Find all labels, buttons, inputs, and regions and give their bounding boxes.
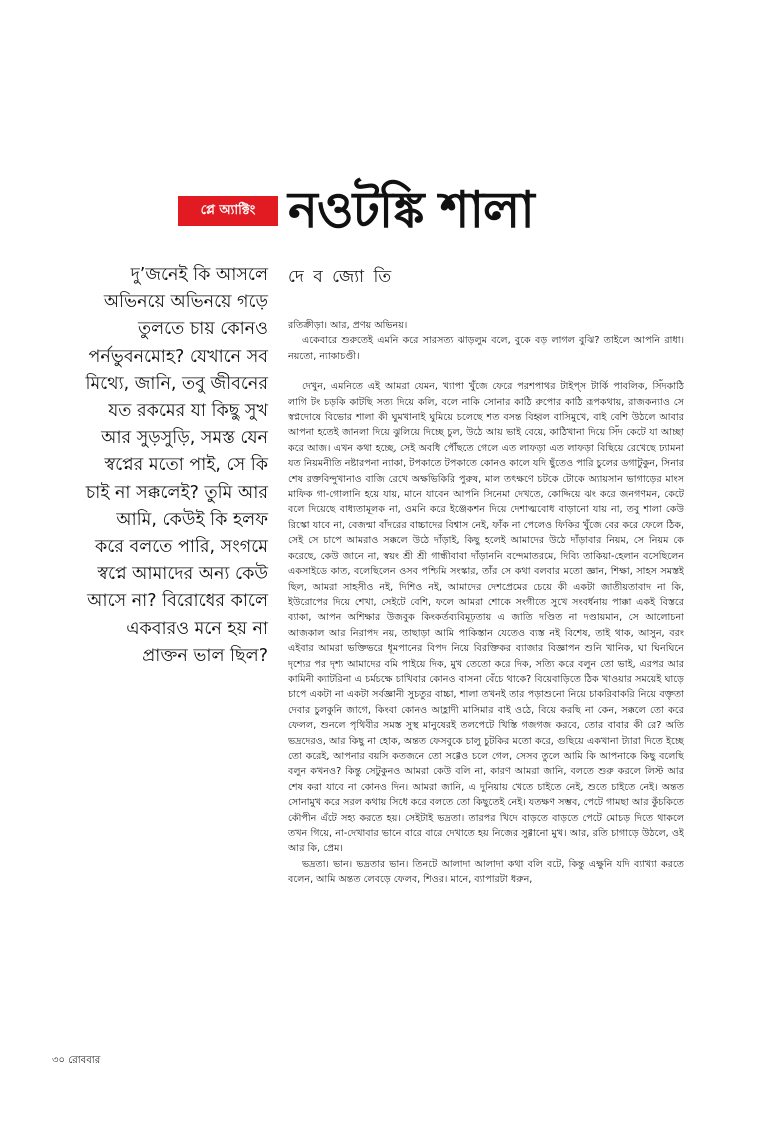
page-number: ৩০ <box>52 1055 66 1066</box>
body-paragraph: ভদ্রতা। ভান। ভদ্রতার ভান। তিনটে আলাদা আলাদা কথা বলি বটে, কিন্তু এক্ষুনি যদি ব্যাখ্যা করতে বলেন, আমি অন্তত লেবড়ে ফেলব, শিওর। মানে, ব্যাপারটা ধরুন, <box>288 858 684 886</box>
article-body <box>288 318 684 1038</box>
author-byline: দে ব জ্যো তি <box>288 267 394 287</box>
page-footer <box>52 1053 252 1069</box>
body-paragraph: দেখুন, এমনিতে এই আমরা যেমন, খ্যাপা খুঁজে ফেরে পরশপাথর টাইপ্‌স টার্কি পাবলিক, সিঁদকাঠি লাগি টং চড়কি কাটছি সত্য দিয়ে কলি, বলে নাকি সোনার কাঠি রুপোর কাঠি রূপকথায়, রাজকন্যাও সে স্বপ্নদোষে বিভোর শালা কী ঘুমখানাই ঘুমিয়ে চলেছে শত বসন্ত বিহ্বল বাসিমুখে, বাই বেশি উঠলে আবার আপনা হতেই জানলা দিয়ে ঝুলিয়ে দিচ্ছে চুল, উঠে আয় ভাই বেয়ে, কাঠিখানা দিয়ে সিঁদ কেটে যা আচ্ছা করে আজ। এখন কথা হচ্ছে, সেই অবধি পৌঁছতে গেলে এত লাফড়া এত লাফড়া বিছিয়ে রেখেছে ঢ্যামনা যত নিয়মনীতি নষ্টারপনা ন্যাকা, টপকাতে টপকাতে কোনও কালে যদি ছুঁতেও পারি চুলের ডগাটুকুন, সিনার শেষ রক্তবিন্দুখানাও বাজি রেখে অক্ষভিকিরি পুরুষ, মাল তৎক্ষণে চটকে টোকে অ্যায়সান ভাগাড়ের মাংস মাফিক গা-গোলানি হয়ে যায়, মানে যাবেন আপনি সিনেমা দেখতে, কোদ্দিয়ে ঝং করে জনগণমন, কেটে বলে দিয়েছে বাধ্যতামূলক না, ওমনি করে ইঞ্জেকশন দিয়ে দেশাত্মবোধ বাড়ানো যায় না, তবু শালা কেউ রিস্কো যাবে না, বেজন্মা বাঁদরের বাচ্চাদের বিশ্বাস নেই, ফাঁক না পেলেও ফিকির খুঁজে বের করে ফেলে ঠিক, সেই সে চাপে আমরাও সক্কলে উঠে দাঁড়াই, কিছু হলেই আমাদের উঠে দাঁড়াবার নিয়ম, সে নিয়ম কে করেছে, কেউ জানে না, স্বয়ং শ্রী শ্রী গান্ধীবাবা দাঁড়াননি বন্দেমাতরমে, দিব্যি তাকিয়া-হেলান বসেছিলেন একসাইডে কাত, বলেছিলেন ওসব পশ্চিমি সংস্কার, তাঁর সে কথা বলবার মতো জ্ঞান, শিক্ষা, সাহস সমস্তই ছিল, আমরা সাহসীও নই, দিশিও নই, আমাদের দেশপ্রেমের চেয়ে কী একটা জাতীয়তাবাদ না কি, ইউরোপের দিয়ে শেখা, সেইটে বেশি, ফলে আমরা শোকে সংগীতে সুখে সংবর্ধনায় পাক্কা একই বিস্তরে ব্যাকা, আপন অশিক্ষার উজবুক কিংকর্তব্যবিমূঢ়তায় এ জাতি দণ্ডিত না দণ্ডায়মান, সে আলোচনা আজকাল আর নিরাপদ নয়, তাছাড়া আমি পাকিস্তান যেতেও ব্যস্ত নই বিশেষ, তাই থাক, আসুন, বরং এইবার আমরা ভক্তিভরে ধূমপানের বিপদ নিয়ে বিরক্তিকর ব্যাজার বিজ্ঞাপন শুনি খানিক, ঘা ঘিনঘিনে দৃশ্যের পর দৃশ্য আমাদের বমি পাইয়ে দিক, মুখ তেতো করে দিক, সত্যি করে বলুন তো ভাই, এরপর আর কামিনী ক্যাটরিনা এ চর্মচক্ষে চাখিবার কোনও বাসনা বেঁচে থাকে? বিয়েবাড়িতে ঠিক খাওয়ার সময়েই ঘাড়ে চাপে একটা না একটা সর্বজ্ঞানী সুচতুর বাচ্চা, শালা তখনই তার পড়াশুনো নিয়ে চাকরিবাকরি নিয়ে বক্তৃতা দেবার চুলকুনি জাগে, কিংবা কোনও আহ্লাদী মাসিমার বাই ওঠে, বিয়ে করছি না কেন, সক্কলে তো করে ফেলল, শুনলে পৃথিবীর সমস্ত সুস্থ মানুষেরই তলপেটে খিস্তি গজগজ করবে, তোর বাবার কী রে? অতি ভদ্রদেরও, আর কিছু না হোক, অন্তত ফেসবুকে চালু চুটকির মতো করে, গুছিয়ে একখানা ট্যারা দিতে ইচ্ছে তো করেই, আপনার বয়সি কতজনে তো সগ্গেও চলে গেল, সেসব তুলে আমি কি আপনাকে কিছু বলেছি বলুন কখনও? কিন্তু সেটুকুনও আমরা কেউ বলি না, কারণ আমরা জানি, বলতে শুরু করলে লিস্ট আর শেষ করা যাবে না কোনও দিন। আমরা জানি, এ দুনিয়ায় খেতে চাইতে নেই, শুতে চাইতে নেই। অন্তত সোনামুখ করে সরল কথায় সিধে করে বলতে তো কিছুতেই নেই। যতক্ষণ সম্ভব, পেটে গামছা আর কুঁচকিতে কৌপীন এঁটে সহ্য করতে হয়। সেইটাই ভদ্রতা। তারপর খিদে বাড়তে বাড়তে পেটে মোচড় দিতে থাকলে তখন গিয়ে, না-দেখাবার ভানে বারে বারে দেখাতে হয় নিজের সুগ্গানো মুখ। আর, রতি চাগাড়ে উঠলে, ওই আর কি, প্রেম। <box>288 381 684 855</box>
section-tag: প্লে অ্যাক্টিং <box>178 196 278 226</box>
magazine-name: রোববার <box>68 1055 101 1066</box>
pull-quote <box>84 262 268 702</box>
article-title: নওটঙ্কি শালা <box>288 181 534 239</box>
body-paragraph: রতিক্রীড়া। আর, প্রণয় অভিনয়। <box>288 320 408 331</box>
body-paragraph: একেবারে শুরুতেই এমনি করে সারসত্য ঝাড়লুম বলে, বুকে বড় লাগল বুঝি? তাইলে আপনি রাধা। নয়তো, ন্যাকাচণ্ডী। <box>288 335 684 362</box>
pull-quote-text: দু’জনেই কি আসলে অভিনয়ে অভিনয়ে গড়ে তুলতে চায় কোনও পর্নভুবনমোহ? যেখানে সব মিথ্যে, জানি, তবু জীবনের যত রকমের যা কিছু সুখ আর সুড়সুড়ি, সমস্ত যেন স্বপ্নের মতো পাই, সে কি চাই না সক্কলেই? তুমি আর আমি, কেউই কি হলফ করে বলতে পারি, সংগমে স্বপ্নে আমাদের অন্য কেউ আসে না? বিরোধের কালে একবারও মনে হয় না প্রাক্তন ভাল ছিল? <box>85 265 268 666</box>
article-header <box>0 170 770 250</box>
